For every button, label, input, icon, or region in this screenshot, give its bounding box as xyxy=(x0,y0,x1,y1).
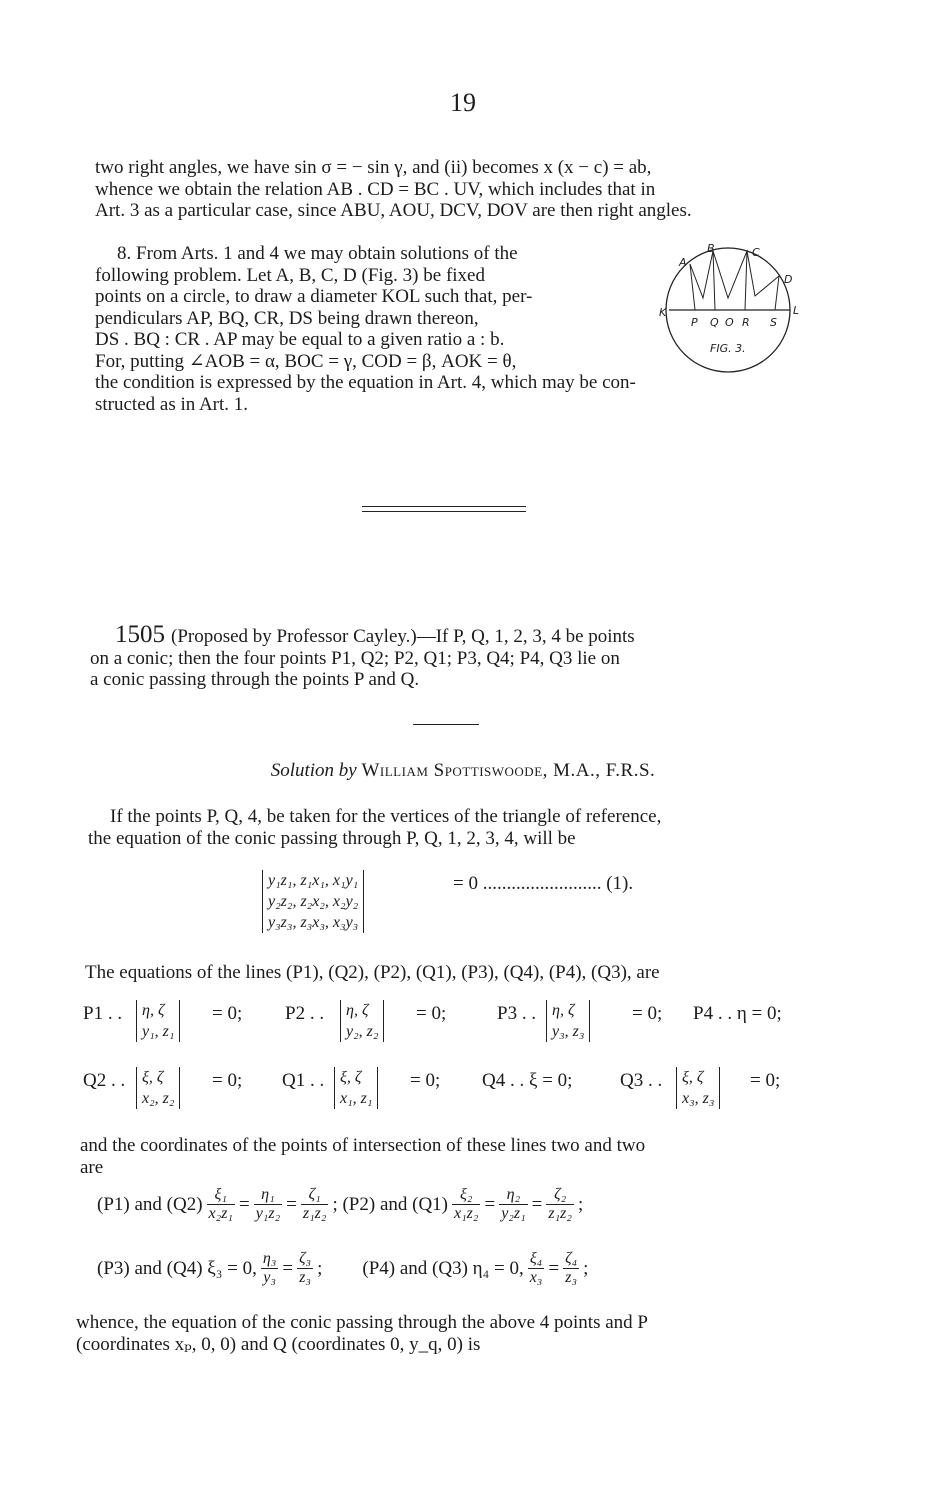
inter1-a1-den: x₂z₁ xyxy=(208,1205,233,1222)
fig3-label-c: C xyxy=(752,246,760,259)
inter2-b1-num: ξ₄ xyxy=(528,1250,545,1269)
article-8-cont xyxy=(95,372,811,415)
inter1-b3-num: ζ₂ xyxy=(546,1186,574,1205)
q1-det-bot: x₁, z₁ xyxy=(340,1090,373,1107)
art8-line-5: DS . BQ : CR . AP may be equal to a given ratio a : b. xyxy=(95,329,505,350)
art8-line-2: following problem. Let A, B, C, D (Fig. 3) be fixed xyxy=(95,264,485,286)
inter1-a2-num: η₁ xyxy=(254,1186,282,1205)
fig3-caption: FIG. 3. xyxy=(710,342,746,355)
q2-det-bot: x₂, z₂ xyxy=(142,1090,175,1107)
inter1-b3-den: z₁z₂ xyxy=(548,1205,572,1222)
inter2-a1-den: y₃ xyxy=(263,1269,276,1286)
art8-line-8: structed as in Art. 1. xyxy=(95,393,249,415)
closing-line-1: whence, the equation of the conic passing through the above 4 points and P xyxy=(76,1312,648,1333)
inter1-eq-4: = xyxy=(531,1193,543,1215)
p3-eq: = 0; xyxy=(632,1003,663,1024)
fig3-label-p: P xyxy=(691,316,698,329)
fig3-label-r: R xyxy=(742,316,750,329)
figure-3 xyxy=(655,238,805,378)
fig3-label-d: D xyxy=(784,273,793,286)
p3-det-top: η, ζ xyxy=(552,1002,575,1019)
fig3-label-l: L xyxy=(793,304,800,317)
double-rule-bottom xyxy=(362,511,526,512)
p2-det-top: η, ζ xyxy=(346,1002,369,1019)
art8-line-7: the condition is expressed by the equation in Art. 4, which may be con- xyxy=(95,372,636,393)
q3-eq: = 0; xyxy=(750,1070,781,1091)
p1-det-bot: y₁, z₁ xyxy=(142,1023,175,1040)
intersection-intro xyxy=(80,1135,796,1178)
solution-intro xyxy=(88,806,804,849)
inter2-semicolon-1: ; xyxy=(317,1257,323,1279)
determinant-1 xyxy=(262,870,364,933)
inter1-a1-num: ξ₁ xyxy=(207,1186,235,1205)
solution-author: William Spottiswoode, M.A., F.R.S. xyxy=(361,760,656,781)
art8-line-1: 8. From Arts. 1 and 4 we may obtain solutions of the xyxy=(117,243,518,264)
q1-det xyxy=(334,1067,378,1109)
p2-eq: = 0; xyxy=(416,1003,447,1024)
intersection-line-2: are xyxy=(80,1156,104,1178)
p3-det-bot: y₃, z₃ xyxy=(552,1023,585,1040)
equation-1 xyxy=(262,870,364,933)
intro-line-1: If the points P, Q, 4, be taken for the vertices of the triangle of reference, xyxy=(110,806,662,827)
lines-intro: The equations of the lines (P1), (Q2), (P2), (Q1), (P3), (Q4), (P4), (Q3), are xyxy=(85,962,660,983)
top-paragraph xyxy=(95,157,811,222)
inter1-b1-num: ξ₂ xyxy=(452,1186,480,1205)
fig3-label-o: O xyxy=(725,316,734,329)
inter2-b2-num: ζ₄ xyxy=(565,1250,578,1267)
p2-det xyxy=(340,1000,384,1042)
inter1-a3-den: z₁z₂ xyxy=(302,1205,327,1222)
q1-eq: = 0; xyxy=(410,1070,441,1091)
short-rule xyxy=(413,724,479,725)
fig3-label-q: Q xyxy=(710,316,719,329)
p3-label: P3 . . xyxy=(497,1003,537,1024)
inter1-b1-den: x₁z₂ xyxy=(454,1205,479,1222)
p2-label: P2 . . xyxy=(285,1003,325,1024)
double-rule-top xyxy=(362,506,526,507)
inter2-a1-num: η₃ xyxy=(262,1250,277,1267)
top-line-3: Art. 3 as a particular case, since ABU, AOU, DCV, DOV are then right angles. xyxy=(95,200,692,221)
inter2-b2-den: z₃ xyxy=(565,1269,578,1286)
inter2-b1-den: x₃ xyxy=(529,1269,543,1286)
top-line-2: whence we obtain the relation AB . CD = BC . UV, which includes that in xyxy=(95,178,656,200)
inter2-label-a: (P3) and (Q4) ξ₃ = 0, xyxy=(97,1257,257,1279)
closing-paragraph xyxy=(76,1312,792,1355)
q3-det-top: ξ, ζ xyxy=(682,1069,704,1086)
question-number: 1505 xyxy=(115,621,165,648)
question-1505 xyxy=(90,621,806,691)
closing-line-2: (coordinates xₚ, 0, 0) and Q (coordinates 0, y_q, 0) is xyxy=(76,1333,481,1355)
fig3-label-a: A xyxy=(679,256,687,269)
inter1-eq-3: = xyxy=(484,1193,496,1215)
q2-det xyxy=(136,1067,180,1109)
art8-line-4: pendiculars AP, BQ, CR, DS being drawn thereon, xyxy=(95,307,479,329)
q3-det-bot: x₃, z₃ xyxy=(682,1090,715,1107)
fig3-label-k: K xyxy=(659,306,667,319)
intersection-line-1: and the coordinates of the points of intersection of these lines two and two xyxy=(80,1135,646,1156)
inter2-eq-1: = xyxy=(282,1257,294,1279)
p4-eq: P4 . . η = 0; xyxy=(693,1003,782,1024)
p1-det-top: η, ζ xyxy=(142,1002,165,1019)
page-number: 19 xyxy=(450,88,476,117)
q2-det-top: ξ, ζ xyxy=(142,1069,164,1086)
inter1-label-a: (P1) and (Q2) xyxy=(97,1193,203,1215)
question-line-1 xyxy=(90,621,806,648)
inter2-a2-den: z₃ xyxy=(299,1269,311,1286)
q1-label: Q1 . . xyxy=(282,1070,325,1091)
inter1-eq-1: = xyxy=(238,1193,250,1215)
fig3-label-b: B xyxy=(707,242,715,255)
inter1-semicolon: ; xyxy=(577,1193,584,1215)
intersection-row-1 xyxy=(97,1186,583,1223)
det-row-1: y₁z₁, z₁x₁, x₁y₁ xyxy=(268,872,359,889)
question-line-3: a conic passing through the points P and Q. xyxy=(90,669,420,690)
art8-line-3: points on a circle, to draw a diameter KOL such that, per- xyxy=(95,286,533,307)
det-row-2: y₂z₂, z₂x₂, x₂y₂ xyxy=(268,893,359,910)
solution-by: Solution by xyxy=(270,760,357,781)
q1-det-top: ξ, ζ xyxy=(340,1069,362,1086)
inter1-b2-num: η₂ xyxy=(499,1186,527,1205)
p3-det xyxy=(546,1000,590,1042)
p2-det-bot: y₂, z₂ xyxy=(346,1023,379,1040)
equation-1-rhs: = 0 ......................... (1). xyxy=(453,873,634,894)
art8-line-6: For, putting ∠AOB = α, BOC = γ, COD = β, AOK = θ, xyxy=(95,350,517,372)
intersection-row-2 xyxy=(97,1250,588,1287)
solution-heading xyxy=(0,760,926,782)
question-line-2: on a conic; then the four points P1, Q2; P2, Q1; P3, Q4; P4, Q3 lie on xyxy=(90,647,620,669)
q2-label: Q2 . . xyxy=(83,1070,126,1091)
fig3-label-s: S xyxy=(770,316,777,329)
inter2-semicolon-2: ; xyxy=(583,1257,589,1279)
inter2-eq-2: = xyxy=(548,1257,560,1279)
q4-eq: Q4 . . ξ = 0; xyxy=(482,1070,573,1091)
p1-eq: = 0; xyxy=(212,1003,243,1024)
p1-det xyxy=(136,1000,180,1042)
inter2-label-b: (P4) and (Q3) η₄ = 0, xyxy=(362,1257,524,1279)
inter1-b2-den: y₂z₁ xyxy=(501,1205,526,1222)
det-row-3: y₃z₃, z₃x₃, x₃y₃ xyxy=(268,914,359,931)
inter1-a2-den: y₁z₂ xyxy=(255,1205,281,1222)
intro-line-2: the equation of the conic passing through P, Q, 1, 2, 3, 4, will be xyxy=(88,827,576,849)
q2-eq: = 0; xyxy=(212,1070,243,1091)
article-8 xyxy=(95,243,647,372)
inter1-label-b: ; (P2) and (Q1) xyxy=(332,1193,449,1215)
top-line-1: two right angles, we have sin σ = − sin γ, and (ii) becomes x (x − c) = ab, xyxy=(95,157,652,178)
inter1-eq-2: = xyxy=(286,1193,297,1215)
inter1-a3-num: ζ₁ xyxy=(301,1186,329,1205)
inter2-a2-num: ζ₃ xyxy=(299,1250,312,1267)
q3-label: Q3 . . xyxy=(620,1070,663,1091)
q3-det xyxy=(676,1067,720,1109)
p1-label: P1 . . xyxy=(83,1003,123,1024)
question-text-1: (Proposed by Professor Cayley.)—If P, Q, 1, 2, 3, 4 be points xyxy=(171,626,635,647)
